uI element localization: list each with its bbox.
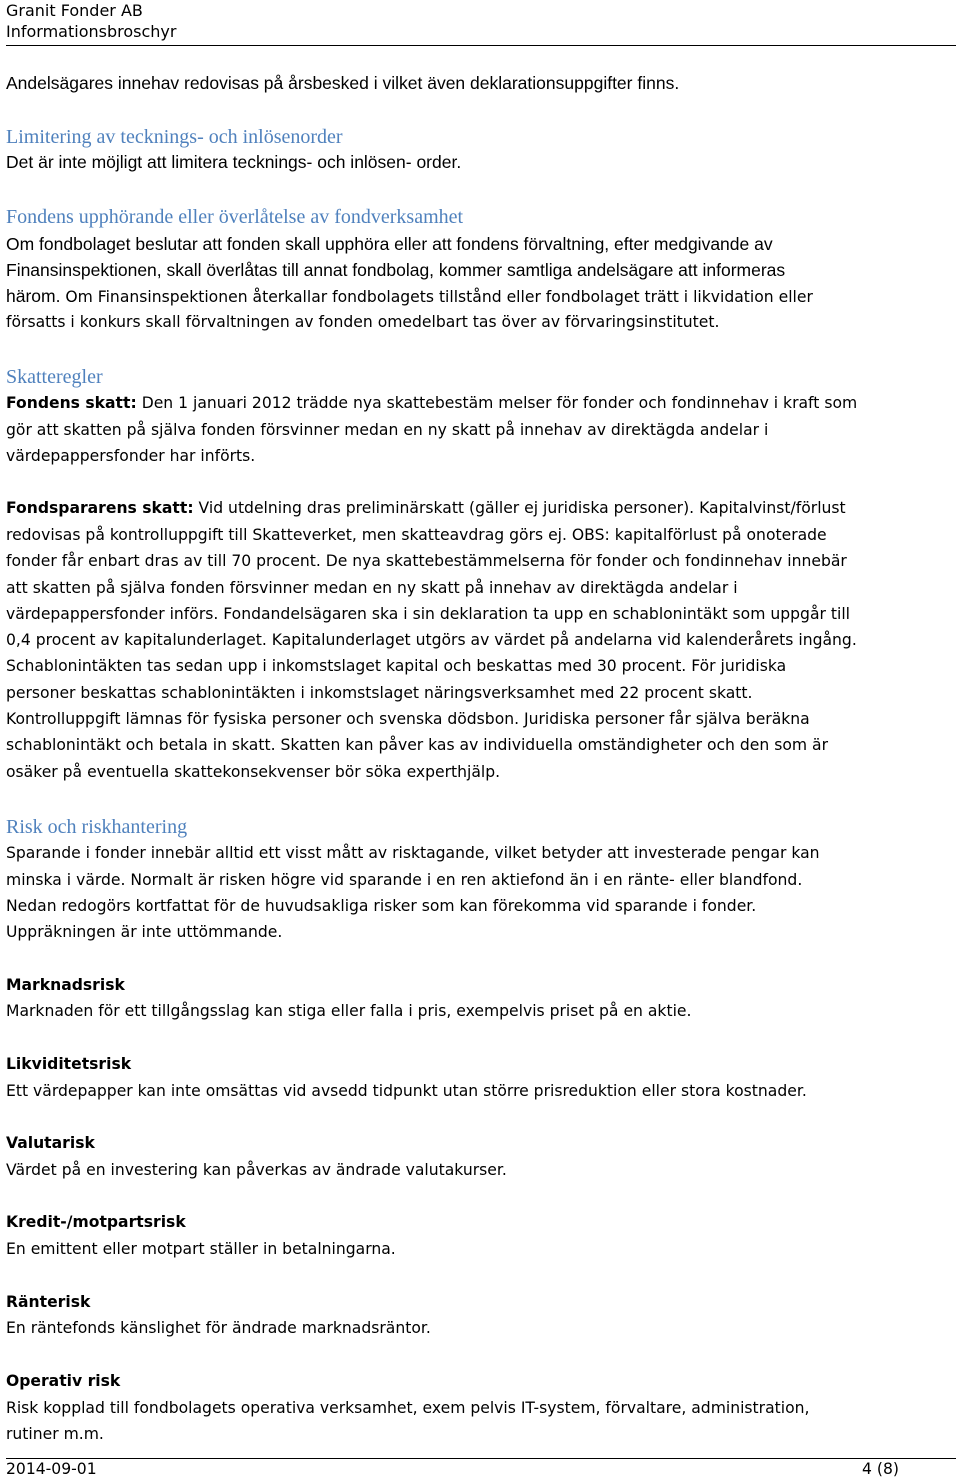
risk-description: Marknaden för ett tillgångsslag kan stiga eller falla i pris, exempelvis priset på en aktie.: [6, 1002, 692, 1020]
paragraph-line: att skatten på själva fonden försvinner medan en ny skatt på innehav av direktägda andelar i: [6, 579, 738, 597]
page-footer: [6, 1458, 956, 1478]
risk-title-valutarisk: Valutarisk: [6, 1134, 95, 1152]
footer-date: 2014-09-01: [6, 1460, 97, 1478]
header-company: Granit Fonder AB: [6, 1, 143, 20]
heading-limitering: Limitering av tecknings- och inlösenorder: [6, 126, 343, 148]
paragraph-line: gör att skatten på själva fonden försvinner medan en ny skatt på innehav av direktägda andelar i: [6, 421, 769, 439]
risk-title-likviditetsrisk: Likviditetsrisk: [6, 1055, 132, 1073]
page-header: [6, 0, 956, 46]
paragraph-line: Uppräkningen är inte uttömmande.: [6, 923, 283, 941]
header-document-title: Informationsbroschyr: [6, 22, 177, 41]
paragraph-upphorande-line: försatts i konkurs skall förvaltningen av fonden omedelbart tas över av förvaringsinstitutet.: [6, 313, 720, 331]
heading-upphorande: Fondens upphörande eller överlåtelse av fondverksamhet: [6, 206, 464, 228]
paragraph-limitering: Det är inte möjligt att limitera tecknings- och inlösen- order.: [6, 152, 462, 172]
heading-risk: Risk och riskhantering: [6, 816, 188, 838]
risk-title-kreditrisk: Kredit-/motpartsrisk: [6, 1213, 186, 1231]
paragraph-fondspararens-skatt: Fondspararens skatt: Vid utdelning dras preliminärskatt (gäller ej juridiska personer). Kapitalvinst/förlust: [6, 499, 846, 517]
paragraph-line: fonder får enbart dras av till 70 procent. De nya skattebestämmelserna för fonder och fondinnehav innebär: [6, 552, 847, 570]
paragraph-line: Kontrolluppgift lämnas för fysiska personer och svenska dödsbon. Juridiska personer får själva beräkna: [6, 710, 810, 728]
heading-skatteregler: Skatteregler: [6, 366, 103, 388]
risk-description: Ett värdepapper kan inte omsättas vid avsedd tidpunkt utan större prisreduktion eller stora kostnader.: [6, 1082, 807, 1100]
text-harom: härom.: [6, 286, 61, 306]
text-aterkallar: Om Finansinspektionen återkallar fondbolagets tillstånd eller fondbolaget trätt i likvidation eller: [65, 288, 813, 306]
paragraph-line: värdepappersfonder har införts.: [6, 447, 256, 465]
paragraph-line: personer beskattas schablonintäkten i inkomstslaget näringsverksamhet med 22 procent skatt.: [6, 684, 753, 702]
label-fondspararens-skatt: Fondspararens skatt:: [6, 499, 194, 517]
paragraph-upphorande-line: Finansinspektionen, skall överlåtas till annat fondbolag, kommer samtliga andelsägare att informeras: [6, 260, 786, 280]
paragraph-line: redovisas på kontrolluppgift till Skatteverket, men skatteavdrag görs ej. OBS: kapitalförlust på onoterade: [6, 526, 827, 544]
paragraph-line: Schablonintäkten tas sedan upp i inkomstslaget kapital och beskattas med 30 procent. För juridiska: [6, 657, 787, 675]
paragraph-fondens-skatt: Fondens skatt: Den 1 januari 2012 trädde nya skattebestäm melser för fonder och fondinnehav i kraft som: [6, 394, 858, 412]
paragraph-upphorande-line: Om fondbolaget beslutar att fonden skall upphöra eller att fondens förvaltning, efter medgivande av: [6, 234, 773, 254]
footer-page-number: 4 (8): [862, 1460, 899, 1478]
paragraph-line: värdepappersfonder införs. Fondandelsägaren ska i sin deklaration ta upp en schablonintäkt som uppgår till: [6, 605, 850, 623]
risk-description: Risk kopplad till fondbolagets operativa verksamhet, exem pelvis IT-system, förvaltare, administration,: [6, 1399, 810, 1417]
risk-description: rutiner m.m.: [6, 1425, 104, 1443]
risk-description: En räntefonds känslighet för ändrade marknadsräntor.: [6, 1319, 431, 1337]
paragraph-line: Sparande i fonder innebär alltid ett visst mått av risktagande, vilket betyder att investerade pengar kan: [6, 844, 820, 862]
risk-title-marknadsrisk: Marknadsrisk: [6, 976, 125, 994]
paragraph-line: osäker på eventuella skattekonsekvenser bör söka experthjälp.: [6, 763, 501, 781]
paragraph-upphorande-line: [6, 285, 813, 308]
label-fondens-skatt: Fondens skatt:: [6, 394, 137, 412]
paragraph-line: 0,4 procent av kapitalunderlaget. Kapitalunderlaget utgörs av värdet på andelarna vid kalenderårets ingång.: [6, 631, 857, 649]
paragraph-line: Nedan redogörs kortfattat för de huvudsakliga risker som kan förekomma vid sparande i fonder.: [6, 897, 757, 915]
risk-title-operativ: Operativ risk: [6, 1372, 121, 1390]
paragraph-line: minska i värde. Normalt är risken högre vid sparande i en ren aktiefond än i en ränte- eller blandfond.: [6, 871, 803, 889]
paragraph-innehav: Andelsägares innehav redovisas på årsbesked i vilket även deklarationsuppgifter finns.: [6, 73, 680, 93]
risk-description: En emittent eller motpart ställer in betalningarna.: [6, 1240, 396, 1258]
risk-title-ranterisk: Ränterisk: [6, 1293, 91, 1311]
paragraph-line: schablonintäkt och betala in skatt. Skatten kan påver kas av individuella omständigheter och den som är: [6, 736, 829, 754]
risk-description: Värdet på en investering kan påverkas av ändrade valutakurser.: [6, 1161, 507, 1179]
